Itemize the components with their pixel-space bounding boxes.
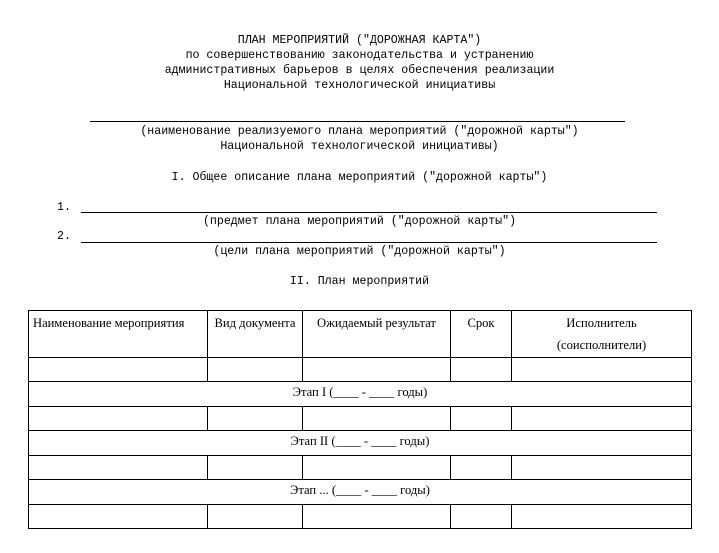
column-header-executor-line-1: Исполнитель bbox=[566, 316, 637, 330]
column-header-doc-type: Вид документа bbox=[208, 311, 303, 358]
table-cell[interactable] bbox=[303, 358, 451, 382]
table-cell[interactable] bbox=[451, 505, 512, 529]
table-cell[interactable] bbox=[208, 407, 303, 431]
table-cell[interactable] bbox=[512, 505, 692, 529]
stage-row bbox=[29, 382, 692, 407]
item-2-fill-line bbox=[81, 242, 657, 243]
document-title: ПЛАН МЕРОПРИЯТИЙ ("ДОРОЖНАЯ КАРТА") bbox=[237, 34, 482, 47]
plan-name-fill-line bbox=[90, 121, 625, 122]
table-cell[interactable] bbox=[512, 456, 692, 480]
table-cell[interactable] bbox=[512, 407, 692, 431]
stage-label: Этап ... (____ - ____ годы) bbox=[29, 480, 692, 505]
table-cell[interactable] bbox=[303, 407, 451, 431]
table-cell[interactable] bbox=[451, 407, 512, 431]
table-cell[interactable] bbox=[29, 456, 208, 480]
stage-row bbox=[29, 480, 692, 505]
column-header-deadline: Срок bbox=[451, 311, 512, 358]
table-cell[interactable] bbox=[303, 505, 451, 529]
item-1-number: 1. bbox=[57, 201, 71, 214]
document-title-line-4: Национальной технологической инициативы bbox=[223, 79, 496, 92]
table-cell[interactable] bbox=[451, 456, 512, 480]
table-row bbox=[29, 407, 692, 431]
table-cell[interactable] bbox=[208, 456, 303, 480]
plan-name-caption-line-2: Национальной технологической инициативы) bbox=[220, 140, 499, 153]
document-title-line-3: административных барьеров в целях обеспечения реализации bbox=[164, 64, 555, 77]
column-header-result: Ожидаемый результат bbox=[303, 311, 451, 358]
item-1-caption: (предмет плана мероприятий ("дорожной карты") bbox=[202, 215, 517, 228]
plan-name-caption: (наименование реализуемого плана мероприятий ("дорожной карты") bbox=[140, 125, 579, 138]
table-cell[interactable] bbox=[451, 358, 512, 382]
item-1-fill-line bbox=[81, 212, 657, 213]
section-2-heading: II. План мероприятий bbox=[289, 275, 430, 288]
table-cell[interactable] bbox=[29, 505, 208, 529]
table-cell[interactable] bbox=[512, 358, 692, 382]
table-cell[interactable] bbox=[208, 505, 303, 529]
table-cell[interactable] bbox=[303, 456, 451, 480]
item-2-caption: (цели плана мероприятий ("дорожной карты") bbox=[213, 245, 506, 258]
table-cell[interactable] bbox=[208, 358, 303, 382]
table-row bbox=[29, 505, 692, 529]
table-cell[interactable] bbox=[29, 358, 208, 382]
column-header-name: Наименование мероприятия bbox=[29, 311, 208, 358]
item-2-number: 2. bbox=[57, 230, 71, 243]
plan-table bbox=[28, 310, 692, 529]
column-header-executor-line-2: (соисполнители) bbox=[556, 338, 647, 352]
table-cell[interactable] bbox=[29, 407, 208, 431]
column-header-executor bbox=[512, 311, 692, 358]
table-row bbox=[29, 358, 692, 382]
document-title-line-2: по совершенствованию законодательства и устранению bbox=[185, 49, 534, 62]
table-header-row bbox=[29, 311, 692, 358]
stage-label: Этап II (____ - ____ годы) bbox=[29, 431, 692, 456]
stage-label: Этап I (____ - ____ годы) bbox=[29, 382, 692, 407]
stage-row bbox=[29, 431, 692, 456]
section-1-heading: I. Общее описание плана мероприятий ("дорожной карты") bbox=[171, 171, 548, 184]
table-row bbox=[29, 456, 692, 480]
